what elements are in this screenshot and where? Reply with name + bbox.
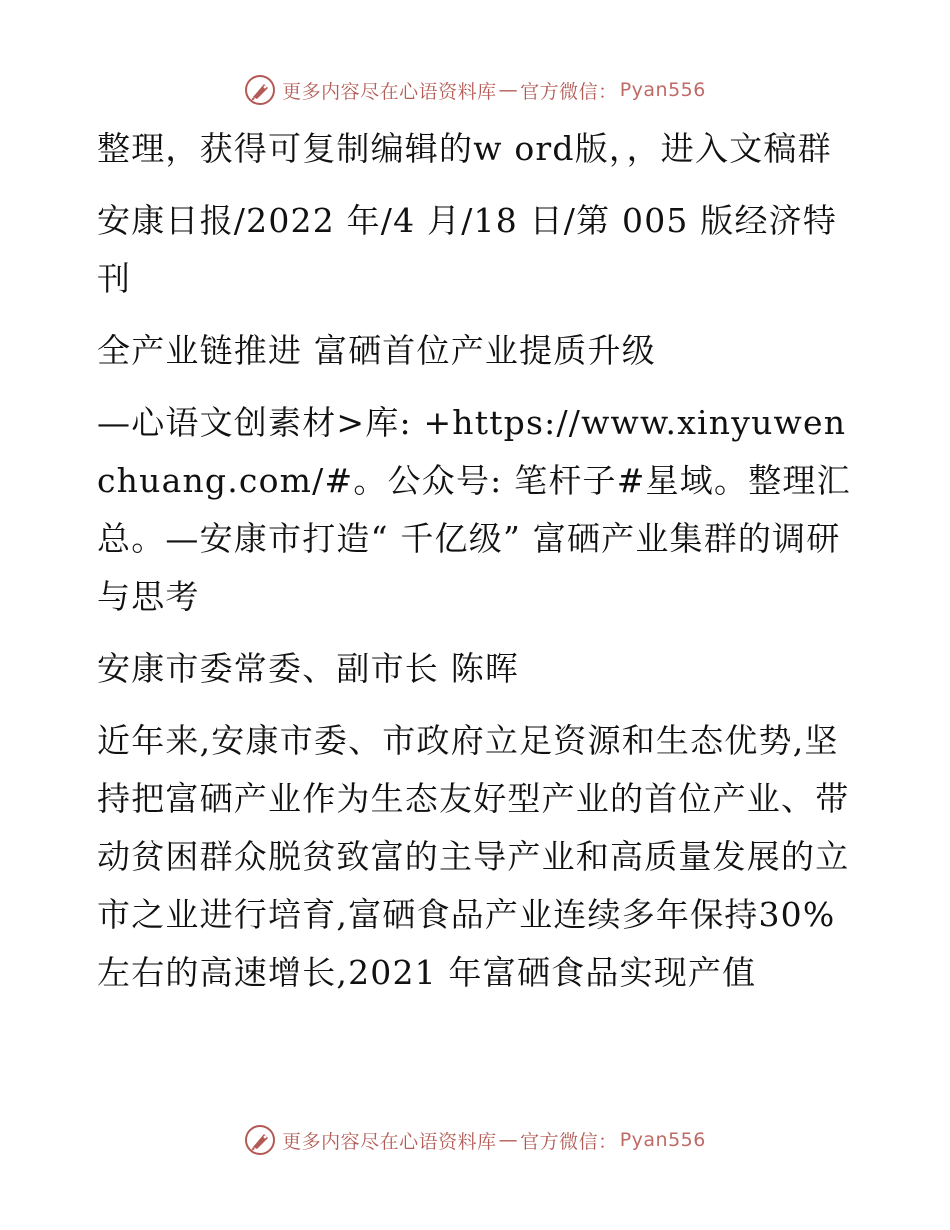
paragraph-subtitle: —心语文创素材>库: +https://www.xinyuwenchuang.com/#。公众号: 笔杆子#星域。整理汇总。—安康市打造“ 千亿级” 富硒产业集群的调研与思考	[97, 403, 851, 616]
document-body	[97, 120, 857, 1016]
banner-wechat-label: 官方微信：	[520, 1130, 618, 1153]
banner-wechat-handle: Pyan556	[619, 79, 706, 101]
paragraph-intro: 整理，获得可复制编辑的w ord版，，进入文稿群	[97, 129, 832, 168]
banner-site-name: 更多内容尽在心语资料库	[282, 1130, 497, 1153]
banner-wechat-label: 官方微信：	[520, 80, 618, 103]
pen-nib-logo-icon	[244, 1124, 276, 1156]
banner-separator: —	[498, 1129, 519, 1151]
paragraph-source: 安康日报/2022 年/4 月/18 日/第 005 版经济特刊	[97, 201, 838, 298]
paragraph-author: 安康市委常委、副市长 陈晖	[97, 649, 520, 688]
banner-separator: —	[498, 79, 519, 101]
header-banner	[0, 70, 950, 110]
pen-nib-logo-icon	[244, 74, 276, 106]
paragraph-headline: 全产业链推进 富硒首位产业提质升级	[97, 331, 656, 370]
banner-wechat-handle: Pyan556	[619, 1129, 706, 1151]
footer-banner	[0, 1120, 950, 1160]
paragraph-body: 近年来,安康市委、市政府立足资源和生态优势,坚持把富硒产业作为生态友好型产业的首位产业、带动贫困群众脱贫致富的主导产业和高质量发展的立市之业进行培育,富硒食品产业连续多年保持30%左右的高速增长,2021 年富硒食品实现产值	[97, 721, 850, 992]
banner-site-name: 更多内容尽在心语资料库	[282, 80, 497, 103]
